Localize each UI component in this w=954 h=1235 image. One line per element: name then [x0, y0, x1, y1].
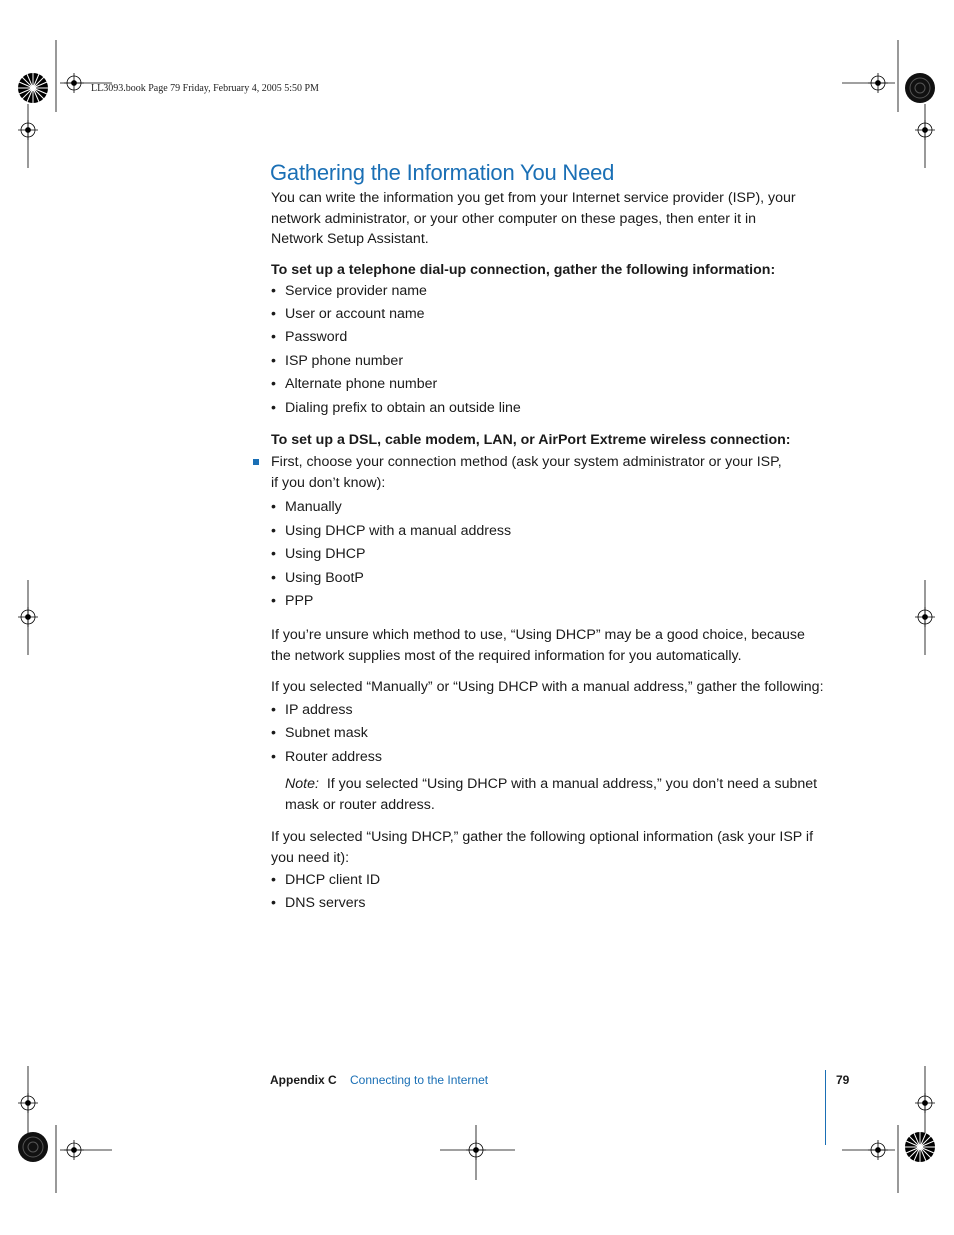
color-wheel-icon [18, 1132, 48, 1162]
footer-chapter: Connecting to the Internet [350, 1073, 489, 1087]
print-slug: LL3093.book Page 79 Friday, February 4, 2005 5:50 PM [91, 83, 319, 94]
page-title: Gathering the Information You Need [270, 160, 615, 185]
registration-mark-icon [915, 607, 935, 627]
intro-paragraph [271, 188, 831, 250]
note [285, 774, 830, 816]
registration-mark-icon [466, 1140, 486, 1160]
registration-mark-icon [64, 1140, 84, 1160]
registration-mark-icon [915, 120, 935, 140]
registration-mark-icon [868, 73, 888, 93]
list-item: • Subnet mask [271, 725, 368, 741]
dialup-lead: To set up a telephone dial-up connection, gather the following information: [271, 262, 776, 278]
manual-lead: If you selected “Manually” or “Using DHCP with a manual address,” gather the following: [271, 679, 824, 695]
step-bullet-icon [253, 459, 259, 465]
list-item: • Using DHCP [271, 546, 366, 562]
footer-appendix: Appendix C [270, 1073, 337, 1087]
color-wheel-icon [905, 73, 935, 103]
dsl-step [271, 452, 831, 493]
footer-divider [825, 1070, 826, 1145]
intro-line: You can write the information you get from your Internet service provider (ISP), your [271, 190, 796, 206]
list-item: • DNS servers [271, 895, 366, 911]
dsl-step-line: if you don’t know): [271, 474, 386, 491]
intro-line: Network Setup Assistant. [271, 231, 429, 247]
dhcp-line: If you selected “Using DHCP,” gather the following optional information (ask your ISP if [271, 829, 814, 845]
list-item: • PPP [271, 593, 314, 609]
unsure-paragraph [271, 625, 831, 666]
list-item: • Using DHCP with a manual address [271, 523, 512, 539]
list-item: • DHCP client ID [271, 872, 381, 888]
dhcp-paragraph [271, 827, 831, 868]
unsure-line: If you’re unsure which method to use, “Using DHCP” may be a good choice, because [271, 627, 805, 643]
unsure-line: the network supplies most of the required information for you automatically. [271, 647, 742, 664]
list-item: • IP address [271, 702, 353, 718]
list-item: • User or account name [271, 306, 425, 322]
color-wheel-icon [18, 73, 48, 103]
note-label: Note: [285, 776, 319, 792]
note-line: mask or router address. [285, 797, 435, 813]
registration-mark-icon [18, 1093, 38, 1113]
list-item: • ISP phone number [271, 353, 404, 369]
page-number: 79 [836, 1073, 850, 1087]
dhcp-line: you need it): [271, 849, 350, 866]
list-item: • Manually [271, 499, 342, 515]
list-item: • Password [271, 329, 348, 345]
registration-mark-icon [868, 1140, 888, 1160]
registration-mark-icon [18, 120, 38, 140]
list-item: • Dialing prefix to obtain an outside line [271, 400, 521, 416]
registration-mark-icon [18, 607, 38, 627]
list-item: • Alternate phone number [271, 376, 438, 392]
dsl-lead: To set up a DSL, cable modem, LAN, or AirPort Extreme wireless connection: [271, 432, 791, 448]
footer [270, 1073, 488, 1087]
registration-mark-icon [915, 1093, 935, 1113]
registration-mark-icon [64, 73, 84, 93]
list-item: • Using BootP [271, 570, 364, 586]
list-item: • Service provider name [271, 283, 427, 299]
intro-line: network administrator, or your other computer on these pages, then enter it in [271, 210, 756, 227]
list-item: • Router address [271, 749, 382, 765]
dsl-step-line: First, choose your connection method (ask your system administrator or your ISP, [271, 454, 782, 470]
note-line: Note: If you selected “Using DHCP with a manual address,” you don’t need a subnet [285, 776, 818, 792]
color-wheel-icon [905, 1132, 935, 1162]
